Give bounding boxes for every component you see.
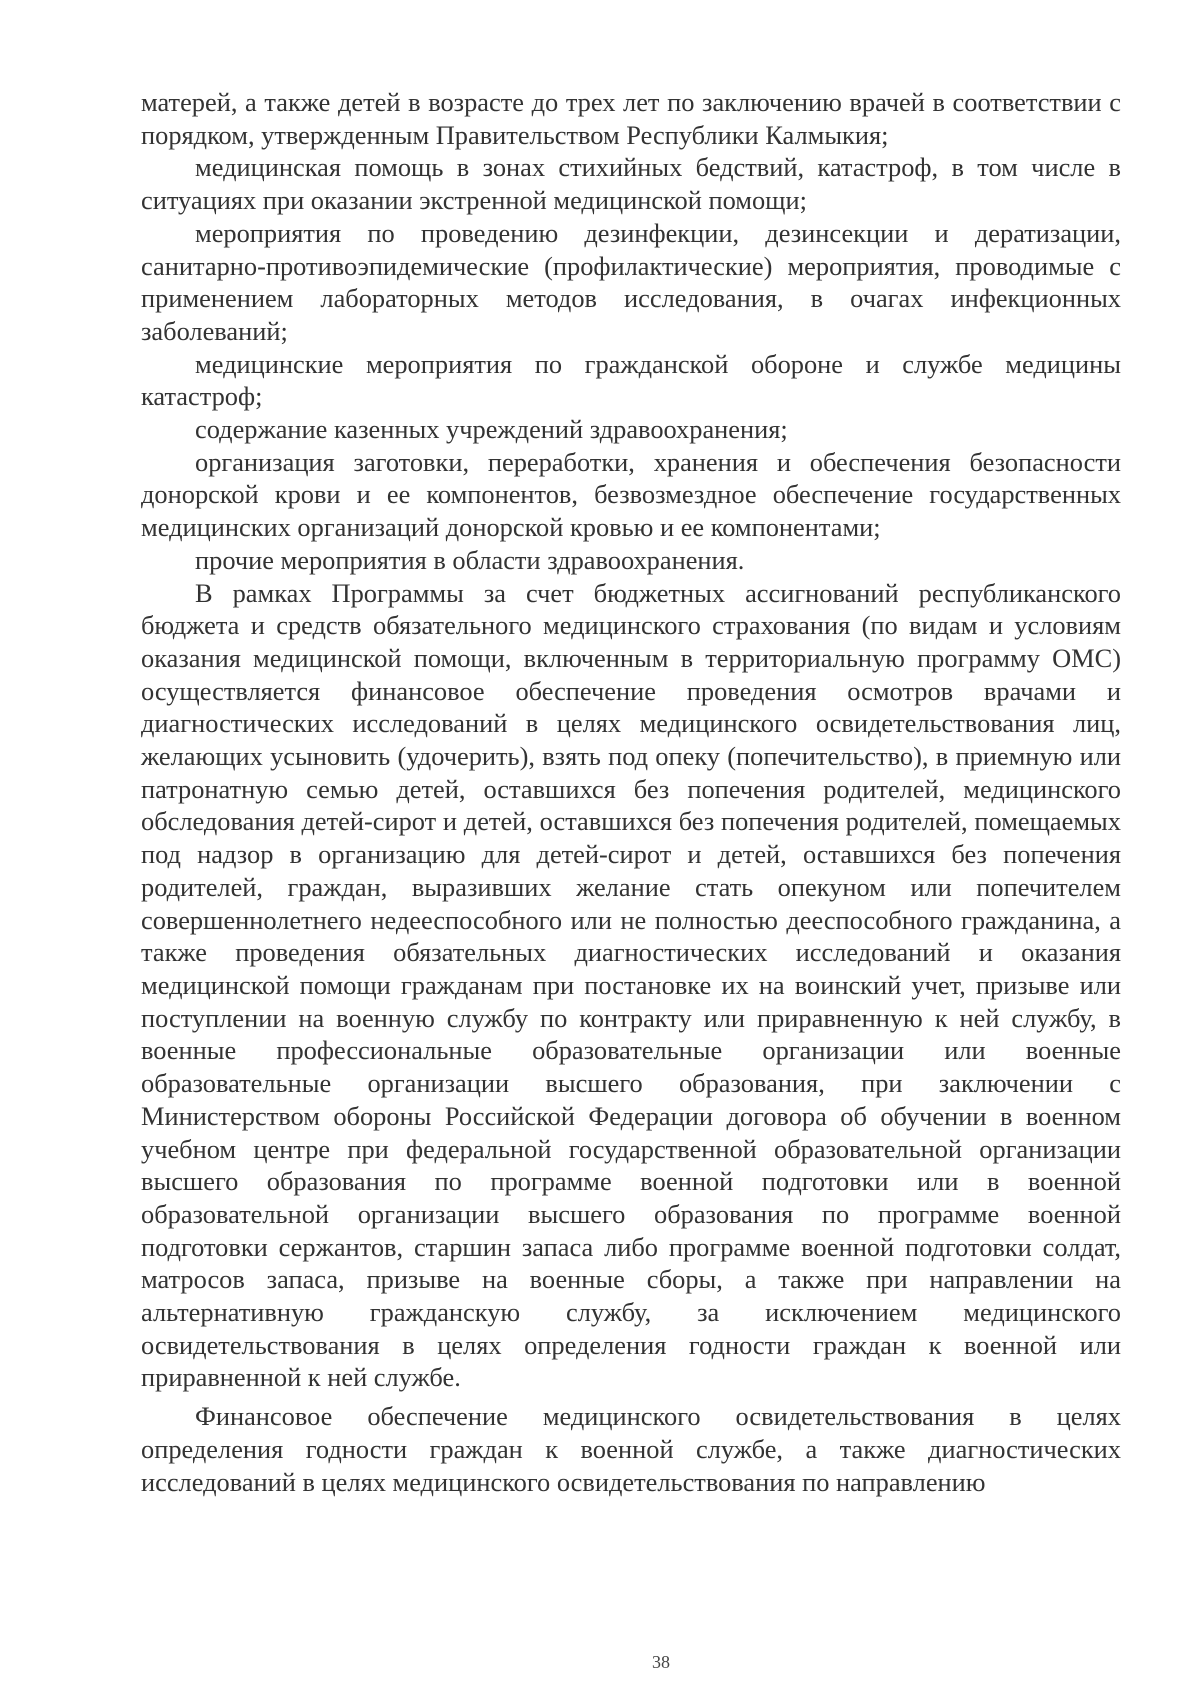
- paragraph-other-measures: прочие мероприятия в области здравоохранения.: [195, 544, 745, 575]
- paragraph-program-financing: В рамках Программы за счет бюджетных ассигнований республиканского бюджета и средств обязательного медицинского страхования (по видам и условиям оказания медицинской помощи, включенным в территориальную программу ОМС) осуществляется финансовое обеспечение проведения осмотров врачами и диагностических исследований в целях медицинского освидетельствования лиц, желающих усыновить (удочерить), взять под опеку (попечительство), в приемную или патронатную семью детей, оставшихся без попечения родителей, медицинского обследования детей-сирот и детей, оставшихся без попечения родителей, помещаемых под надзор в организацию для детей-сирот и детей, оставшихся без попечения родителей, граждан, выразивших желание стать опекуном или попечителем совершеннолетнего недееспособного или не полностью дееспособного гражданина, а также проведения обязательных диагностических исследований и оказания медицинской помощи гражданам при постановке их на воинский учет, призыве или поступлении на военную службу по контракту или приравненную к ней службу, в военные профессиональные образовательные организации или военные образовательные организации высшего образования, при заключении с Министерством обороны Российской Федерации договора об обучении в военном учебном центре при федеральной государственной образовательной организации высшего образования по программе военной подготовки или в военной образовательной организации высшего образования по программе военной подготовки сержантов, старшин запаса либо программе военной подготовки солдат, матросов запаса, призыве на военные сборы, а также при направлении на альтернативную гражданскую службу, за исключением медицинского освидетельствования в целях определения годности граждан к военной или приравненной к ней службе.: [141, 577, 1121, 1393]
- paragraph-donor-blood: организация заготовки, переработки, хранения и обеспечения безопасности донорской крови и ее компонентов, безвозмездное обеспечение государственных медицинских организаций донорской кровью и ее компонентами;: [141, 446, 1121, 543]
- paragraph-civil-defense: медицинские мероприятия по гражданской обороне и службе медицины катастроф;: [141, 348, 1121, 412]
- paragraph-disaster-medical-aid: медицинская помощь в зонах стихийных бедствий, катастроф, в том числе в ситуациях при оказании экстренной медицинской помощи;: [141, 152, 1121, 216]
- paragraph-disinfection-measures: мероприятия по проведению дезинфекции, дезинсекции и дератизации, санитарно-противоэпидемические (профилактические) мероприятия, проводимые с применением лабораторных методов исследования, в очагах инфекционных заболеваний;: [141, 217, 1121, 346]
- paragraph-state-institutions: содержание казенных учреждений здравоохранения;: [195, 414, 788, 445]
- paragraph-military-examination-financing: Финансовое обеспечение медицинского освидетельствования в целях определения годности граждан к военной службе, а также диагностических исследований в целях медицинского освидетельствования по направлению: [141, 1401, 1121, 1497]
- page-number: 38: [652, 1652, 670, 1672]
- paragraph-continued-maternal-care: матерей, а также детей в возрасте до трех лет по заключению врачей в соответствии с порядком, утвержденным Правительством Республики Калмыкия;: [141, 87, 1121, 150]
- document-body: [141, 86, 1121, 1498]
